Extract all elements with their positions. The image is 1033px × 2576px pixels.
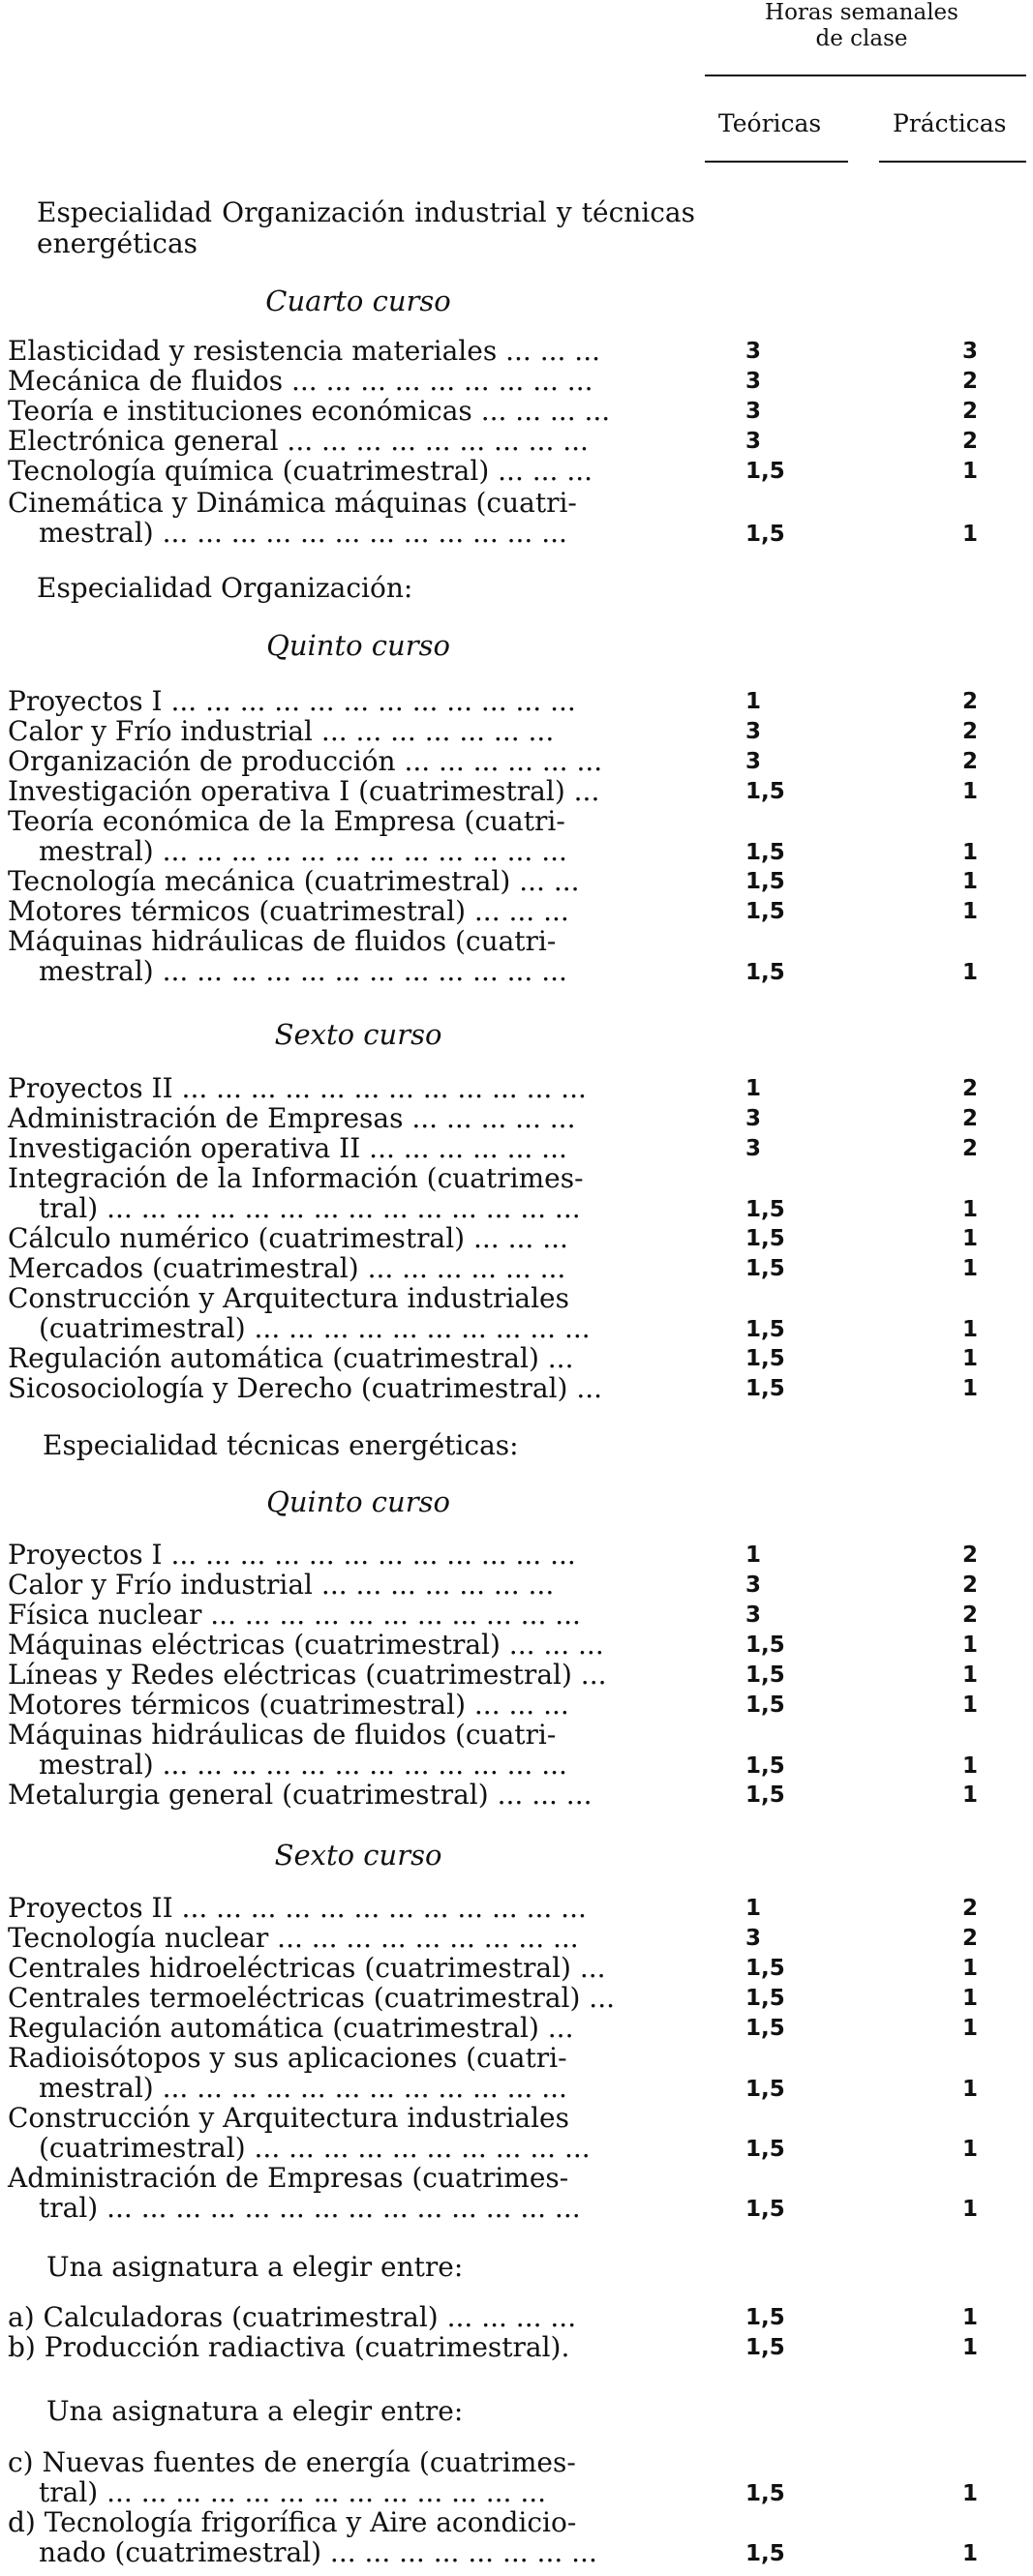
- subject-name: Teoría económica de la Empresa (cuatri-: [8, 805, 565, 837]
- hours-teoricas: 3: [745, 399, 762, 424]
- hours-practicas: 1: [961, 522, 978, 547]
- subject-name: a) Calculadoras (cuatrimestral) ... ... ... ...: [8, 2301, 577, 2333]
- subject-name: Investigación operativa II ... ... ... ... ... ...: [8, 1132, 567, 1164]
- subject-name: Calor y Frío industrial ... ... ... ... ... ... ...: [8, 715, 555, 747]
- hours-practicas: 1: [961, 1986, 978, 2011]
- subject-name: Proyectos II ... ... ... ... ... ... ... ... ... ... ... ...: [8, 1072, 587, 1104]
- subject-name: Líneas y Redes eléctricas (cuatrimestral) ...: [8, 1659, 607, 1691]
- subject-name: Sicosociología y Derecho (cuatrimestral) ...: [8, 1372, 603, 1404]
- hours-practicas: 2: [961, 1603, 978, 1628]
- subject-name: Construcción y Arquitectura industriales: [8, 2102, 569, 2134]
- subject-name: Teoría e instituciones económicas ... ... ... ...: [8, 395, 611, 427]
- hours-practicas: 2: [961, 369, 978, 394]
- header-rule-top: [705, 75, 1026, 76]
- subject-name: Regulación automática (cuatrimestral) ...: [8, 2012, 574, 2044]
- hours-practicas: 1: [961, 2137, 978, 2162]
- hours-teoricas: 1,5: [745, 2335, 785, 2360]
- subject-name: Proyectos I ... ... ... ... ... ... ... ... ... ... ... ...: [8, 1539, 576, 1571]
- section-title-organizacion: Especialidad Organización:: [37, 572, 413, 604]
- subject-name: Proyectos I ... ... ... ... ... ... ... ... ... ... ... ...: [8, 685, 576, 717]
- subject-name-continued: (cuatrimestral) ... ... ... ... ... ... ... ... ... ...: [39, 1312, 591, 1344]
- hours-practicas: 1: [961, 2077, 978, 2102]
- hours-practicas: 1: [961, 899, 978, 924]
- hours-practicas: 1: [961, 1753, 978, 1779]
- hours-practicas: 1: [961, 1376, 978, 1401]
- elective-heading-1: Una asignatura a elegir entre:: [46, 2251, 464, 2283]
- subject-name: Electrónica general ... ... ... ... ... ... ... ... ...: [8, 425, 589, 457]
- hours-header-line2: de clase: [815, 26, 908, 51]
- section-title-tec-energeticas: Especialidad técnicas energéticas:: [43, 1429, 519, 1461]
- elective-heading-2: Una asignatura a elegir entre:: [46, 2395, 464, 2427]
- subject-name: Mecánica de fluidos ... ... ... ... ... ... ... ... ...: [8, 365, 593, 397]
- subject-name: Elasticidad y resistencia materiales ... ... ...: [8, 335, 600, 367]
- hours-teoricas: 1: [745, 1896, 762, 1921]
- subject-name-continued: mestral) ... ... ... ... ... ... ... ... ... ... ... ...: [39, 955, 567, 987]
- subject-name: Tecnología mecánica (cuatrimestral) ... ...: [8, 865, 580, 897]
- hours-teoricas: 1,5: [745, 2137, 785, 2162]
- section-title-org-tec: Especialidad Organización industrial y técnicas energéticas: [37, 196, 695, 259]
- hours-practicas: 1: [961, 1956, 978, 1981]
- subject-name: Investigación operativa I (cuatrimestral) ...: [8, 775, 600, 807]
- hours-teoricas: 1,5: [745, 2481, 785, 2506]
- subject-name: Centrales hidroeléctricas (cuatrimestral) ...: [8, 1952, 606, 1984]
- header-rule-teoricas: [705, 161, 848, 163]
- course-heading-cuarto: Cuarto curso: [265, 285, 451, 317]
- hours-practicas: 3: [961, 339, 978, 364]
- subject-name: Física nuclear ... ... ... ... ... ... ... ... ... ... ...: [8, 1599, 581, 1631]
- hours-practicas: 1: [961, 2541, 978, 2566]
- hours-teoricas: 1,5: [745, 1956, 785, 1981]
- hours-teoricas: 3: [745, 1603, 762, 1628]
- subject-name: Tecnología química (cuatrimestral) ... ... ...: [8, 455, 593, 487]
- hours-practicas: 1: [961, 1226, 978, 1251]
- subject-name: Administración de Empresas ... ... ... ... ...: [8, 1102, 576, 1134]
- subject-name-continued: mestral) ... ... ... ... ... ... ... ... ... ... ... ...: [39, 517, 567, 549]
- subject-name: Cálculo numérico (cuatrimestral) ... ... ...: [8, 1222, 568, 1254]
- hours-teoricas: 1,5: [745, 2016, 785, 2041]
- hours-practicas: 1: [961, 2305, 978, 2330]
- hours-practicas: 1: [961, 840, 978, 865]
- subject-name: Construcción y Arquitectura industriales: [8, 1282, 569, 1314]
- subject-name: Proyectos II ... ... ... ... ... ... ... ... ... ... ... ...: [8, 1892, 587, 1924]
- subject-name: Motores térmicos (cuatrimestral) ... ... ...: [8, 895, 569, 927]
- subject-name-continued: nado (cuatrimestral) ... ... ... ... ... ... ... ...: [39, 2536, 597, 2568]
- hours-practicas: 2: [961, 1106, 978, 1131]
- hours-practicas: 2: [961, 1543, 978, 1568]
- subject-name-continued: mestral) ... ... ... ... ... ... ... ... ... ... ... ...: [39, 2072, 567, 2104]
- subject-name: Regulación automática (cuatrimestral) ...: [8, 1342, 574, 1374]
- hours-practicas: 1: [961, 1197, 978, 1222]
- subject-name-continued: mestral) ... ... ... ... ... ... ... ... ... ... ... ...: [39, 835, 567, 867]
- hours-teoricas: 1,5: [745, 869, 785, 894]
- hours-teoricas: 1,5: [745, 2197, 785, 2222]
- hours-practicas: 1: [961, 2197, 978, 2222]
- hours-teoricas: 1,5: [745, 960, 785, 985]
- hours-practicas: 2: [961, 1136, 978, 1161]
- hours-practicas: 1: [961, 1317, 978, 1342]
- hours-practicas: 2: [961, 1076, 978, 1101]
- hours-teoricas: 1,5: [745, 1753, 785, 1779]
- hours-teoricas: 1,5: [745, 1986, 785, 2011]
- hours-header: [716, 0, 1007, 52]
- hours-practicas: 1: [961, 1632, 978, 1658]
- hours-teoricas: 1,5: [745, 779, 785, 804]
- hours-practicas: 1: [961, 2481, 978, 2506]
- hours-practicas: 1: [961, 1256, 978, 1281]
- hours-practicas: 1: [961, 459, 978, 484]
- hours-teoricas: 1,5: [745, 840, 785, 865]
- hours-teoricas: 3: [745, 1136, 762, 1161]
- hours-teoricas: 3: [745, 1573, 762, 1598]
- subject-name-continued: (cuatrimestral) ... ... ... ... ... ... ... ... ... ...: [39, 2132, 591, 2164]
- hours-teoricas: 1,5: [745, 2305, 785, 2330]
- hours-teoricas: 1,5: [745, 1632, 785, 1658]
- hours-practicas: 2: [961, 689, 978, 714]
- hours-practicas: 1: [961, 779, 978, 804]
- hours-practicas: 2: [961, 749, 978, 774]
- hours-teoricas: 3: [745, 1106, 762, 1131]
- subject-name: Administración de Empresas (cuatrimes-: [8, 2162, 569, 2194]
- subject-name: Máquinas hidráulicas de fluidos (cuatri-: [8, 1719, 557, 1751]
- hours-practicas: 2: [961, 719, 978, 744]
- subject-name: Calor y Frío industrial ... ... ... ... ... ... ...: [8, 1569, 555, 1601]
- subject-name: Mercados (cuatrimestral) ... ... ... ... ... ...: [8, 1252, 566, 1284]
- hours-practicas: 1: [961, 1662, 978, 1688]
- course-heading-quinto-org: Quinto curso: [266, 629, 450, 662]
- hours-teoricas: 1,5: [745, 1226, 785, 1251]
- hours-practicas: 2: [961, 1573, 978, 1598]
- hours-teoricas: 1,5: [745, 899, 785, 924]
- hours-teoricas: 1,5: [745, 1346, 785, 1371]
- course-heading-sexto-tec: Sexto curso: [274, 1839, 442, 1872]
- hours-practicas: 1: [961, 960, 978, 985]
- subject-name: Tecnología nuclear ... ... ... ... ... ... ... ... ...: [8, 1922, 579, 1954]
- hours-practicas: 1: [961, 2016, 978, 2041]
- subject-name: Cinemática y Dinámica máquinas (cuatri-: [8, 487, 577, 519]
- hours-teoricas: 1,5: [745, 522, 785, 547]
- hours-practicas: 1: [961, 1346, 978, 1371]
- subject-name: b) Producción radiactiva (cuatrimestral).: [8, 2331, 570, 2363]
- hours-teoricas: 3: [745, 429, 762, 454]
- hours-practicas: 2: [961, 1926, 978, 1951]
- hours-header-line1: Horas semanales: [765, 0, 958, 25]
- hours-teoricas: 1: [745, 689, 762, 714]
- subject-name-continued: mestral) ... ... ... ... ... ... ... ... ... ... ... ...: [39, 1749, 567, 1781]
- hours-teoricas: 3: [745, 1926, 762, 1951]
- hours-teoricas: 3: [745, 339, 762, 364]
- hours-teoricas: 1,5: [745, 459, 785, 484]
- hours-teoricas: 3: [745, 719, 762, 744]
- col-practicas-header: Prácticas: [893, 109, 1007, 137]
- hours-teoricas: 1,5: [745, 2541, 785, 2566]
- subject-name: Centrales termoeléctricas (cuatrimestral) ...: [8, 1982, 616, 2014]
- subject-name: Radioisótopos y sus aplicaciones (cuatri-: [8, 2042, 567, 2074]
- course-heading-quinto-tec: Quinto curso: [266, 1485, 450, 1518]
- hours-teoricas: 1,5: [745, 1662, 785, 1688]
- hours-practicas: 2: [961, 399, 978, 424]
- hours-teoricas: 1,5: [745, 2077, 785, 2102]
- hours-practicas: 2: [961, 1896, 978, 1921]
- subject-name: Máquinas hidráulicas de fluidos (cuatri-: [8, 925, 557, 957]
- subject-name: Organización de producción ... ... ... ... ... ...: [8, 745, 603, 777]
- subject-name-continued: tral) ... ... ... ... ... ... ... ... ... ... ... ... ...: [39, 2476, 547, 2508]
- header-rule-practicas: [879, 161, 1026, 163]
- subject-name-continued: tral) ... ... ... ... ... ... ... ... ... ... ... ... ... ...: [39, 1192, 581, 1224]
- subject-name: Integración de la Información (cuatrimes-: [8, 1162, 584, 1194]
- hours-teoricas: 3: [745, 749, 762, 774]
- hours-teoricas: 1,5: [745, 1782, 785, 1808]
- hours-teoricas: 3: [745, 369, 762, 394]
- col-teoricas-header: Teóricas: [718, 109, 822, 137]
- hours-teoricas: 1,5: [745, 1256, 785, 1281]
- subject-name-continued: tral) ... ... ... ... ... ... ... ... ... ... ... ... ... ...: [39, 2192, 581, 2224]
- hours-practicas: 1: [961, 869, 978, 894]
- hours-practicas: 1: [961, 1782, 978, 1808]
- hours-practicas: 1: [961, 2335, 978, 2360]
- course-heading-sexto-org: Sexto curso: [274, 1018, 442, 1051]
- subject-name: d) Tecnología frigorífica y Aire acondicio-: [8, 2506, 577, 2538]
- hours-teoricas: 1,5: [745, 1317, 785, 1342]
- subject-name: Máquinas eléctricas (cuatrimestral) ... ... ...: [8, 1629, 604, 1661]
- hours-teoricas: 1,5: [745, 1376, 785, 1401]
- hours-practicas: 1: [961, 1692, 978, 1718]
- subject-name: c) Nuevas fuentes de energía (cuatrimes-: [8, 2446, 576, 2478]
- hours-teoricas: 1: [745, 1543, 762, 1568]
- hours-teoricas: 1,5: [745, 1197, 785, 1222]
- hours-teoricas: 1: [745, 1076, 762, 1101]
- hours-practicas: 2: [961, 429, 978, 454]
- hours-teoricas: 1,5: [745, 1692, 785, 1718]
- subject-name: Motores térmicos (cuatrimestral) ... ... ...: [8, 1689, 569, 1721]
- subject-name: Metalurgia general (cuatrimestral) ... ... ...: [8, 1779, 592, 1811]
